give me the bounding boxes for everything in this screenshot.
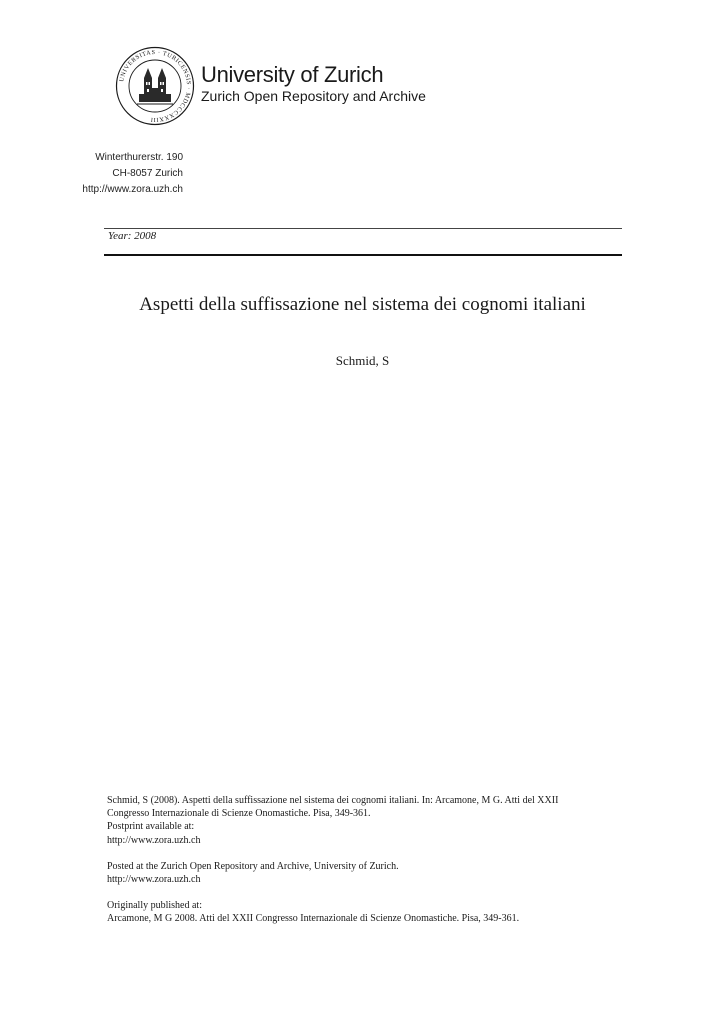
posted-line: Posted at the Zurich Open Repository and Archive, University of Zurich. bbox=[107, 860, 399, 872]
citation-block bbox=[107, 794, 627, 939]
paper-title: Aspetti della suffissazione nel sistema dei cognomi italiani bbox=[139, 294, 586, 315]
posted-link[interactable]: http://www.zora.uzh.ch bbox=[107, 874, 201, 886]
postprint-link[interactable]: http://www.zora.uzh.ch bbox=[107, 834, 201, 846]
svg-text:UNIVERSITAS · TURICENSIS · MDC: UNIVERSITAS · TURICENSIS · MDCCCXXXIII bbox=[118, 48, 193, 124]
university-name: University of Zurich bbox=[201, 62, 384, 87]
original-reference: Arcamone, M G 2008. Atti del XXII Congresso Internazionale di Scienze Onomastiche. Pisa, 349-361. bbox=[107, 913, 520, 925]
citation-line: Congresso Internazionale di Scienze Onomastiche. Pisa, 349-361. bbox=[107, 808, 371, 820]
posted-paragraph bbox=[107, 860, 627, 886]
repository-name: Zurich Open Repository and Archive bbox=[201, 88, 426, 104]
original-publication-paragraph bbox=[107, 899, 627, 925]
top-rule-divider bbox=[104, 228, 622, 229]
postprint-label: Postprint available at: bbox=[107, 821, 195, 833]
address-url[interactable]: http://www.zora.uzh.ch bbox=[82, 184, 183, 195]
citation-paragraph bbox=[107, 794, 627, 847]
university-seal-logo bbox=[115, 46, 195, 126]
address-city: CH-8057 Zurich bbox=[112, 168, 183, 179]
address-block bbox=[82, 150, 183, 198]
address-street: Winterthurerstr. 190 bbox=[95, 152, 183, 163]
year-label: Year: 2008 bbox=[108, 230, 157, 242]
citation-line: Schmid, S (2008). Aspetti della suffissazione nel sistema dei cognomi italiani. In: Arcamone, M G. Atti del XXII bbox=[107, 795, 559, 806]
paper-author: Schmid, S bbox=[335, 353, 390, 368]
original-label: Originally published at: bbox=[107, 900, 202, 912]
bottom-rule-divider bbox=[104, 254, 622, 256]
